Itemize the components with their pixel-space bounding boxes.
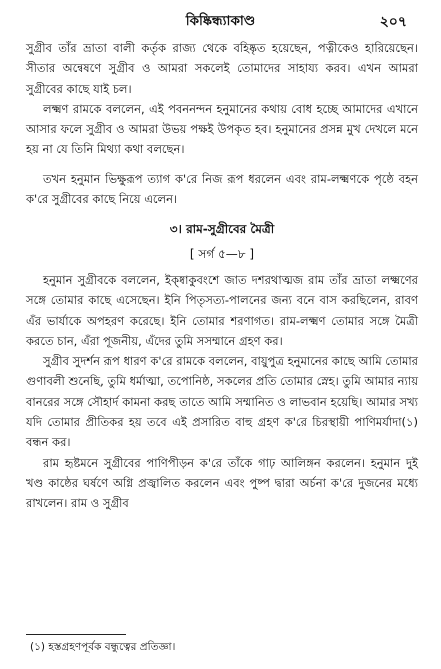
paragraph: হনুমান সুগ্রীবকে বললেন, ইক্ষ্বাকুবংশে জাত দশরথাত্মজ রাম তাঁর ভ্রাতা লক্ষ্মণের সঙ্গে তোমার কাছে এসেছেন। ইনি পিতৃসত্য-পালনের জন্য বনে বাস করছিলেন, রাবণ এঁর ভার্যাকে অপহরণ করেছে। ইনি তোমার শরণাগত। রাম-লক্ষ্মণ তোমার সঙ্গে মৈত্রী করতে চান, এঁরা পূজনীয়, এঁদের তুমি সসম্মানে গ্রহণ কর। xyxy=(26,272,418,348)
page-number: ২০৭ xyxy=(379,14,407,30)
paragraph: সুগ্রীব সুদর্শন রূপ ধারণ ক'রে রামকে বললেন, বায়ুপুত্র হনুমানের কাছে আমি তোমার গুণাবলী শুনেছি, তুমি ধর্মাত্মা, তপোনিষ্ঠ, সকলের প্রতি তোমার স্নেহ। তুমি আমার ন্যায় বানরের সঙ্গে সৌহার্দ কামনা করছ তাতে আমি সম্মানিত ও লাভবান হয়েছি। আমার সখ্য যদি তোমার প্রীতিকর হয় তবে এই প্রসারিত বাহু গ্রহণ ক'রে চিরস্থায়ী পাণিমর্যাদা(১) বন্ধন কর। xyxy=(26,354,418,450)
section-heading: ৩। রাম-সুগ্রীবের মৈত্রী xyxy=(169,222,275,237)
paragraph-gap xyxy=(26,160,418,169)
footnote: (১) হস্তগ্রহণপূর্বক বন্ধুত্বের প্রতিজ্ঞা। xyxy=(30,641,176,653)
sarga-reference: [ সর্গ ৫—৮ ] xyxy=(189,246,255,261)
paragraph: রাম হৃষ্টমনে সুগ্রীবের পাণিপীড়ন ক'রে তাঁকে গাঢ় আলিঙ্গন করলেন। হনুমান দুই খণ্ড কাষ্ঠের ঘর্ষণে অগ্নি প্রজ্বালিত করলেন এবং পুষ্প দ্বারা অর্চনা ক'রে দুজনের মধ্যে রাখলেন। রাম ও সুগ্রীব xyxy=(26,455,418,511)
paragraph: লক্ষ্মণ রামকে বললেন, এই পবননন্দন হনুমানের কথায় বোধ হচ্ছে আমাদের এখানে আসার ফলে সুগ্রীব ও আমরা উভয় পক্ষই উপকৃত হব। হনুমানের প্রসন্ন মুখ দেখলে মনে হয় না যে তিনি মিথ্যা কথা বলছেন। xyxy=(26,101,418,157)
body-text xyxy=(26,38,418,514)
paragraph: তখন হনুমান ভিক্ষুরূপ ত্যাগ ক'রে নিজ রূপ ধরলেন এবং রাম-লক্ষ্মণকে পৃষ্ঠে বহন ক'রে সুগ্রীবের কাছে নিয়ে এলেন। xyxy=(26,171,418,207)
page-header xyxy=(0,10,441,32)
footnote-divider xyxy=(26,634,126,635)
running-title: কিষ্কিন্ধ্যাকাণ্ড xyxy=(185,13,256,29)
paragraph: সুগ্রীব তাঁর ভ্রাতা বালী কর্তৃক রাজ্য থেকে বহিষ্কৃত হয়েছেন, পত্নীকেও হারিয়েছেন। সীতার অন্বেষণে সুগ্রীব ও আমরা সকলেই তোমাদের সাহায্য করব। এখন আমরা সুগ্রীবের কাছে যাই চল। xyxy=(26,41,418,96)
